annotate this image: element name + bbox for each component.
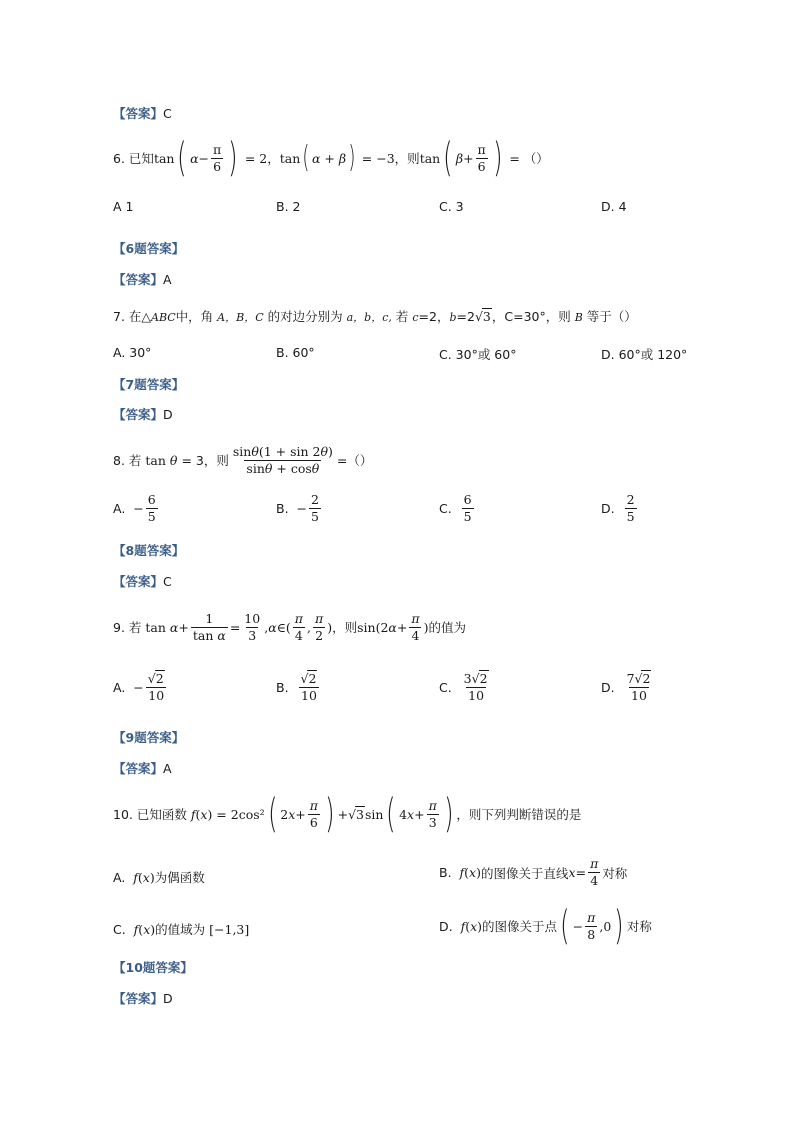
option-denominator: 5 [311,509,319,524]
answer-tag: 【答案】 [113,272,164,287]
option-denominator: 5 [463,509,472,524]
question-9: 9. 若 tan α + $\frac{1}{\text{tan α}}$ = $\frac{10}{3}$ , α ∈( $\frac{\pi}{4}$ , $\frac{\pi}{2}$ ) ，则 sin(2 α + $\frac{\pi}{4}$ ) 的值为 [113,610,466,643]
q7-text: 中，角 [175,309,214,324]
option-numerator: 6 [463,492,472,507]
separator: ， [267,151,280,166]
option-label: B. [276,679,289,695]
cond-c-value: =2， [418,309,450,324]
option-coef: 7 [626,671,635,686]
option-numerator: 2 [311,492,319,507]
option-label: A. [113,501,126,516]
q10-option-b: B. f ( x ) 的图像关于直线 x = $\frac{\pi}{4}$ 对称 [439,856,628,888]
option-label: A. [113,870,126,885]
question-8: 8. 若 tan θ = 3，则 $\frac{\sin\theta(1 + \sin 2\theta)}{\sin\theta + \cos\theta}$ =（） [113,443,373,476]
option-numerator: 2 [626,492,635,507]
q7-option-d: D. 60°或 120° [601,347,688,362]
answer-value: A [163,761,172,776]
option-label: B. [276,501,289,516]
q7-option-c: C. 30°或 60° [439,347,517,362]
option-text: 的图像关于直线 [481,865,569,881]
answer-value: C [163,106,172,121]
cond-c: c [412,311,419,324]
question-suffix: （） [523,151,549,166]
q6-option-b: B. 2 [276,199,301,214]
heading-10: 【10题答案】 [113,960,193,975]
question-prefix: 若 [128,453,142,468]
option-label: C. [439,501,452,516]
answer-6 [113,270,172,288]
q7-tail: 等于（） [586,309,637,324]
q8-option-a [113,492,160,525]
answer-value: D [163,407,173,422]
answer-tag: 【答案】 [113,761,164,776]
option-denominator: 10 [468,688,485,703]
q9-option-b: B. $\frac{√2}{10}$ [276,671,317,703]
option-numerator: 6 [147,492,156,507]
q7-option-b: B. 60° [276,345,315,360]
q10-option-c: C. f(x)的值域为 [−1,3] [113,922,250,937]
option-tail: 对称 [626,919,652,934]
option-sign: − [133,501,144,516]
question-7: 7. 在△ABC中，角 A，B，C 的对边分别为 a，b，c, 若 c=2，b=2√3，C=30°，则 B 等于（） [113,309,637,324]
option-denominator: 5 [147,509,156,524]
question-suffix: =（） [336,453,373,468]
answer-tag: 【答案】 [113,407,164,422]
q9-option-d: D. $\frac{7√2}{10}$ [601,671,651,703]
answer-value: A [163,272,172,287]
answer-value: C [163,574,172,589]
heading-6: 【6题答案】 [113,241,185,256]
answer-7 [113,405,173,423]
q8-option-b [276,492,323,525]
question-number: 8. [113,452,125,468]
option-label: D. [439,918,453,934]
cond-C: ，C=30°，则 [491,309,571,324]
option-range: [−1,3] [209,922,250,937]
question-tail: ，则 [332,620,358,635]
answer-value: D [163,991,173,1006]
answer-5 [113,104,172,122]
q10-option-a: A. f(x)为偶函数 [113,870,205,885]
question-6: 6. 已知 tan ( α − $\frac{\pi}{6}$ ) = 2 ， tan ( α + β ) = −3 ，则 tan ( β + $\frac{\pi}{6}$ ) = （） [113,135,549,181]
option-tail: 对称 [602,865,628,881]
option-label: D. [601,679,615,695]
target-angle: B [574,311,583,324]
answer-10 [113,989,173,1007]
sides-label: a，b，c, [346,311,392,324]
q7-text: 7. 在△ [113,309,152,324]
option-denominator: 5 [626,509,635,524]
option-label: C. [113,922,126,937]
question-eq: = 3，则 [181,453,229,468]
separator: ，则 [394,151,420,166]
option-denominator: 10 [148,688,165,703]
question-suffix: 的值为 [428,620,466,635]
question-prefix: 已知 [128,151,154,166]
q8-option-c [439,492,476,525]
option-denominator: 10 [631,688,647,703]
option-label: C. [439,679,452,695]
heading-9: 【9题答案】 [113,730,185,745]
heading-7: 【7题答案】 [113,377,185,392]
question-10: 10. 已知函数 f ( x ) = 2cos² ( 2 x + $\frac{\pi}{6}$ ) +√3sin ( 4 x + $\frac{\pi}{3}$ ) ，则下列判断错误的是 [113,791,582,837]
option-sign: − [296,501,307,516]
q7-text: 的对边分别为 [267,309,343,324]
q10-option-d: D. f ( x ) 的图像关于点 ( − $\frac{\pi}{8}$ ,0 ) 对称 [439,903,652,949]
sqrt-value: 3 [482,309,491,324]
q9-option-a: A. − $\frac{√2}{10}$ [113,671,165,703]
cond-b-value: =2 [456,309,475,324]
question-prefix: 若 [128,620,142,635]
q7-text: 若 [395,309,409,324]
heading-8: 【8题答案】 [113,543,185,558]
question-suffix: ，则下列判断错误的是 [456,807,582,822]
option-denominator: 10 [301,688,317,703]
option-coef: 3 [463,671,472,686]
option-sign: − [133,679,144,695]
q7-option-a: A. 30° [113,345,152,360]
option-text: 为偶函数 [154,870,205,885]
triangle-label: ABC [151,311,176,324]
option-label: B. [439,865,452,880]
q6-option-a: A 1 [113,199,134,214]
option-text: 的图像关于点 [482,919,558,934]
question-number: 6. [113,150,125,166]
answer-9 [113,759,172,777]
question-prefix: 已知函数 [136,807,187,822]
angles-label: A，B，C [217,311,264,324]
answer-tag: 【答案】 [113,106,164,121]
question-number: 10. [113,806,133,822]
answer-tag: 【答案】 [113,991,164,1006]
q6-option-d: D. 4 [601,199,627,214]
option-label: A. [113,679,126,695]
option-text: 的值域为 [155,922,206,937]
option-label: D. [601,501,615,516]
cond-b: b [449,311,457,324]
answer-8 [113,572,172,590]
q9-option-c: C. $\frac{3√2}{10}$ [439,671,488,703]
q8-option-d [601,492,639,525]
answer-tag: 【答案】 [113,574,164,589]
question-number: 9. [113,619,125,635]
q6-option-c: C. 3 [439,199,464,214]
